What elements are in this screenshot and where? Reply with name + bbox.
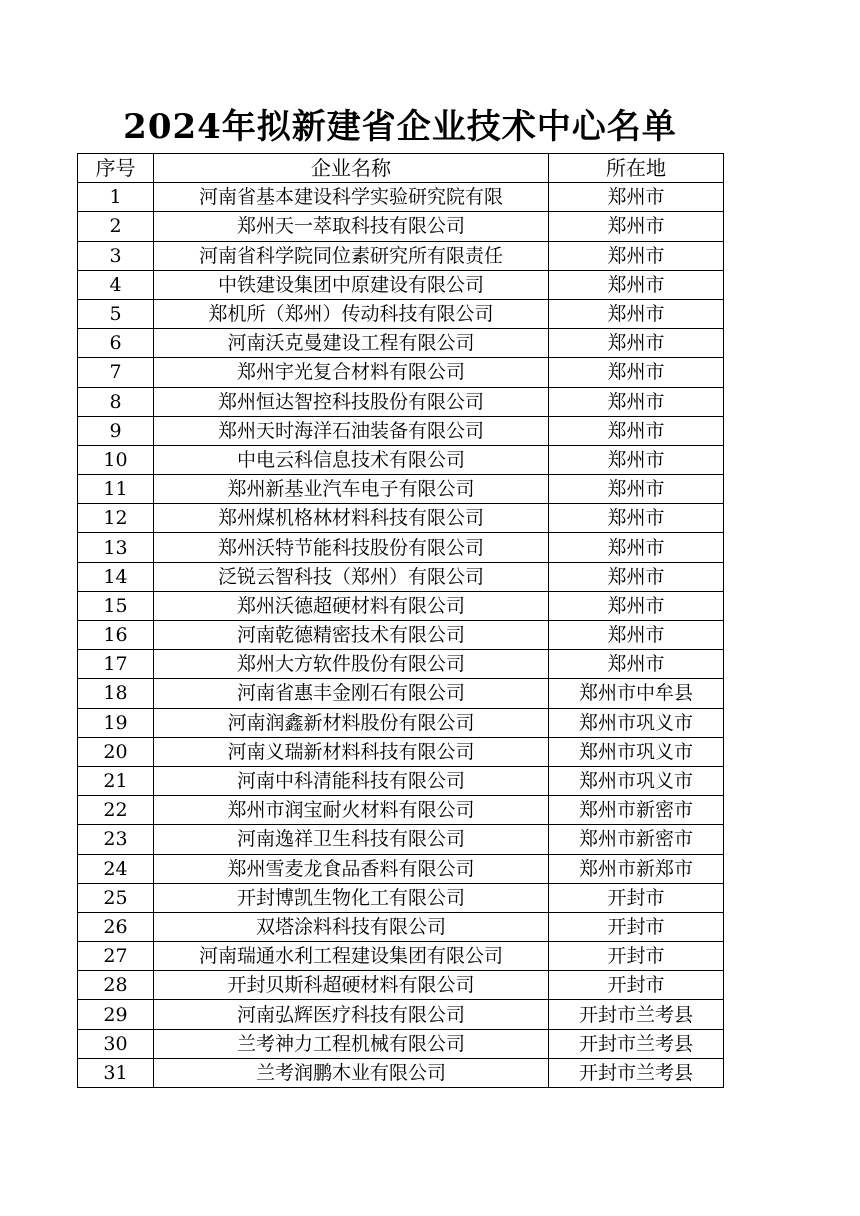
row-name-cell: 郑州市润宝耐火材料有限公司 [154,796,549,825]
row-index-cell: 19 [78,708,154,737]
row-location-cell: 郑州市 [549,445,724,474]
header-location: 所在地 [549,154,724,183]
row-location-cell: 郑州市巩义市 [549,708,724,737]
row-name-cell: 双塔涂料科技有限公司 [154,912,549,941]
header-name: 企业名称 [154,154,549,183]
table-row [78,796,724,825]
row-index-cell: 21 [78,766,154,795]
row-location-cell: 郑州市 [549,416,724,445]
row-index-cell: 27 [78,942,154,971]
row-location-cell: 郑州市 [549,299,724,328]
row-location-cell: 开封市 [549,883,724,912]
table-row [78,270,724,299]
page-title: 2024年拟新建省企业技术中心名单 [123,107,677,147]
row-location-cell: 郑州市 [549,650,724,679]
table-row [78,299,724,328]
table-row [78,183,724,212]
table-row [78,854,724,883]
row-location-cell: 开封市 [549,912,724,941]
row-location-cell: 郑州市中牟县 [549,679,724,708]
row-index-cell: 7 [78,358,154,387]
row-index-cell: 6 [78,329,154,358]
table-row [78,358,724,387]
table-row [78,1029,724,1058]
table-row [78,912,724,941]
row-location-cell: 郑州市 [549,591,724,620]
row-location-cell: 郑州市 [549,387,724,416]
row-index-cell: 16 [78,621,154,650]
row-location-cell: 郑州市 [549,270,724,299]
row-index-cell: 31 [78,1058,154,1087]
row-index-cell: 13 [78,533,154,562]
row-name-cell: 河南乾德精密技术有限公司 [154,621,549,650]
row-location-cell: 开封市 [549,942,724,971]
row-index-cell: 12 [78,504,154,533]
row-index-cell: 11 [78,475,154,504]
row-location-cell: 郑州市 [549,621,724,650]
row-location-cell: 郑州市巩义市 [549,737,724,766]
row-index-cell: 15 [78,591,154,620]
row-location-cell: 郑州市 [549,212,724,241]
row-location-cell: 郑州市巩义市 [549,766,724,795]
table-row [78,591,724,620]
row-name-cell: 兰考润鹏木业有限公司 [154,1058,549,1087]
row-name-cell: 河南义瑞新材料科技有限公司 [154,737,549,766]
row-index-cell: 1 [78,183,154,212]
row-index-cell: 5 [78,299,154,328]
row-index-cell: 22 [78,796,154,825]
row-name-cell: 郑州新基业汽车电子有限公司 [154,475,549,504]
table-row [78,679,724,708]
row-name-cell: 郑州煤机格林材料科技有限公司 [154,504,549,533]
header-index: 序号 [78,154,154,183]
row-index-cell: 25 [78,883,154,912]
table-row [78,475,724,504]
row-name-cell: 河南瑞通水利工程建设集团有限公司 [154,942,549,971]
row-index-cell: 3 [78,241,154,270]
row-name-cell: 郑州天一萃取科技有限公司 [154,212,549,241]
row-index-cell: 30 [78,1029,154,1058]
row-location-cell: 郑州市 [549,358,724,387]
table-row [78,708,724,737]
row-name-cell: 兰考神力工程机械有限公司 [154,1029,549,1058]
row-location-cell: 郑州市 [549,241,724,270]
row-name-cell: 中电云科信息技术有限公司 [154,445,549,474]
row-location-cell: 郑州市新密市 [549,825,724,854]
row-name-cell: 郑机所（郑州）传动科技有限公司 [154,299,549,328]
table-row [78,942,724,971]
row-location-cell: 郑州市 [549,475,724,504]
table-row [78,504,724,533]
table-row [78,387,724,416]
row-index-cell: 4 [78,270,154,299]
row-location-cell: 郑州市 [549,329,724,358]
row-location-cell: 开封市兰考县 [549,1029,724,1058]
row-name-cell: 郑州宇光复合材料有限公司 [154,358,549,387]
row-name-cell: 中铁建设集团中原建设有限公司 [154,270,549,299]
row-name-cell: 河南弘辉医疗科技有限公司 [154,1000,549,1029]
table-row [78,621,724,650]
table-row [78,329,724,358]
row-name-cell: 开封贝斯科超硬材料有限公司 [154,971,549,1000]
table-row [78,212,724,241]
row-name-cell: 河南沃克曼建设工程有限公司 [154,329,549,358]
row-name-cell: 开封博凯生物化工有限公司 [154,883,549,912]
row-name-cell: 河南中科清能科技有限公司 [154,766,549,795]
row-location-cell: 郑州市 [549,504,724,533]
row-location-cell: 郑州市 [549,533,724,562]
row-name-cell: 郑州沃特节能科技股份有限公司 [154,533,549,562]
row-index-cell: 20 [78,737,154,766]
enterprise-table [77,153,724,1088]
row-index-cell: 24 [78,854,154,883]
row-name-cell: 郑州沃德超硬材料有限公司 [154,591,549,620]
table-row [78,562,724,591]
row-index-cell: 18 [78,679,154,708]
table-row [78,825,724,854]
table-row [78,650,724,679]
row-location-cell: 郑州市 [549,562,724,591]
row-index-cell: 14 [78,562,154,591]
row-location-cell: 郑州市新密市 [549,796,724,825]
row-location-cell: 开封市兰考县 [549,1000,724,1029]
row-name-cell: 郑州雪麦龙食品香料有限公司 [154,854,549,883]
table-header-row [78,154,724,183]
table-row [78,1058,724,1087]
table-row [78,737,724,766]
row-name-cell: 河南省惠丰金刚石有限公司 [154,679,549,708]
row-location-cell: 开封市兰考县 [549,1058,724,1087]
row-index-cell: 10 [78,445,154,474]
row-name-cell: 河南逸祥卫生科技有限公司 [154,825,549,854]
table-row [78,883,724,912]
row-index-cell: 26 [78,912,154,941]
row-index-cell: 2 [78,212,154,241]
table-row [78,971,724,1000]
row-name-cell: 郑州恒达智控科技股份有限公司 [154,387,549,416]
table-row [78,766,724,795]
row-location-cell: 郑州市新郑市 [549,854,724,883]
row-index-cell: 29 [78,1000,154,1029]
row-name-cell: 郑州大方软件股份有限公司 [154,650,549,679]
row-index-cell: 28 [78,971,154,1000]
table-row [78,416,724,445]
row-name-cell: 河南润鑫新材料股份有限公司 [154,708,549,737]
row-location-cell: 开封市 [549,971,724,1000]
row-location-cell: 郑州市 [549,183,724,212]
row-name-cell: 河南省基本建设科学实验研究院有限 [154,183,549,212]
row-index-cell: 9 [78,416,154,445]
row-name-cell: 郑州天时海洋石油装备有限公司 [154,416,549,445]
row-index-cell: 8 [78,387,154,416]
table-row [78,1000,724,1029]
table-row [78,241,724,270]
row-name-cell: 河南省科学院同位素研究所有限责任 [154,241,549,270]
table-row [78,533,724,562]
row-name-cell: 泛锐云智科技（郑州）有限公司 [154,562,549,591]
row-index-cell: 17 [78,650,154,679]
table-row [78,445,724,474]
table-body [78,183,724,1088]
row-index-cell: 23 [78,825,154,854]
